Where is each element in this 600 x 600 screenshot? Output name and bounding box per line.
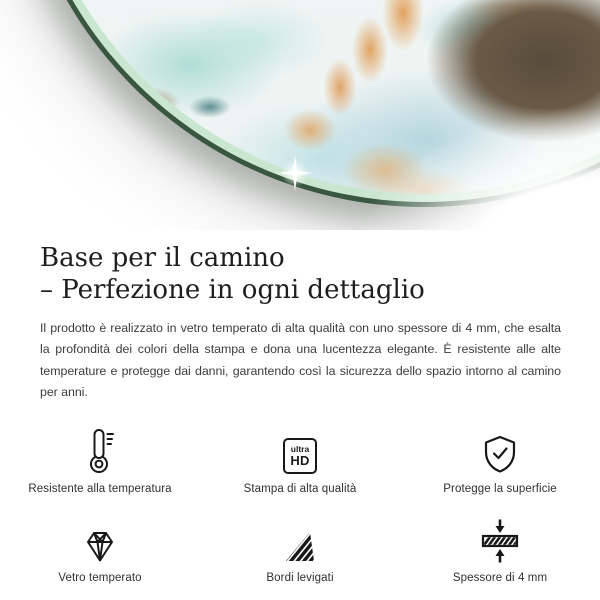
thickness-icon: [480, 515, 520, 563]
feature-label: Bordi levigati: [266, 571, 334, 584]
ultra-hd-icon: [283, 426, 317, 474]
page-title: [40, 242, 560, 306]
ultra-hd-icon-text-top: ultra: [290, 443, 310, 454]
ultra-hd-icon-text-bottom: HD: [290, 452, 310, 468]
feature-thickness: [400, 515, 600, 584]
feature-label: Spessore di 4 mm: [452, 571, 548, 584]
feature-print-quality: [200, 426, 400, 495]
product-description: Il prodotto è realizzato in vetro temperato di alta qualità con uno spessore di 4 mm, che esalta la profondità dei colori della stampa e dona una lucentezza elegante. È resistente alle alte temperature e protegge dai danni, garantendo così la sicurezza dello spazio intorno al camino per anni.: [40, 321, 561, 400]
feature-label: Protegge la superficie: [443, 482, 557, 495]
sparkle-glow: [280, 158, 310, 188]
feature-tempered-glass: [0, 515, 200, 584]
diamond-icon: [81, 515, 119, 563]
feature-surface-protection: [400, 426, 600, 495]
feature-polished-edges: [200, 515, 400, 584]
title-line-1: Base per il camino: [40, 243, 285, 273]
feature-label: Stampa di alta qualità: [243, 482, 357, 495]
sparkle-icon: [276, 154, 314, 192]
polished-edges-icon: [283, 515, 317, 563]
product-hero-image: [0, 0, 600, 230]
feature-label: Vetro temperato: [58, 571, 142, 584]
feature-grid: [0, 426, 600, 584]
title-line-2: – Perfezione in ogni dettaglio: [40, 275, 425, 305]
thermometer-icon: [87, 426, 114, 474]
shield-check-icon: [483, 426, 517, 474]
feature-label: Resistente alla temperatura: [28, 482, 172, 495]
feature-temperature: [0, 426, 200, 495]
